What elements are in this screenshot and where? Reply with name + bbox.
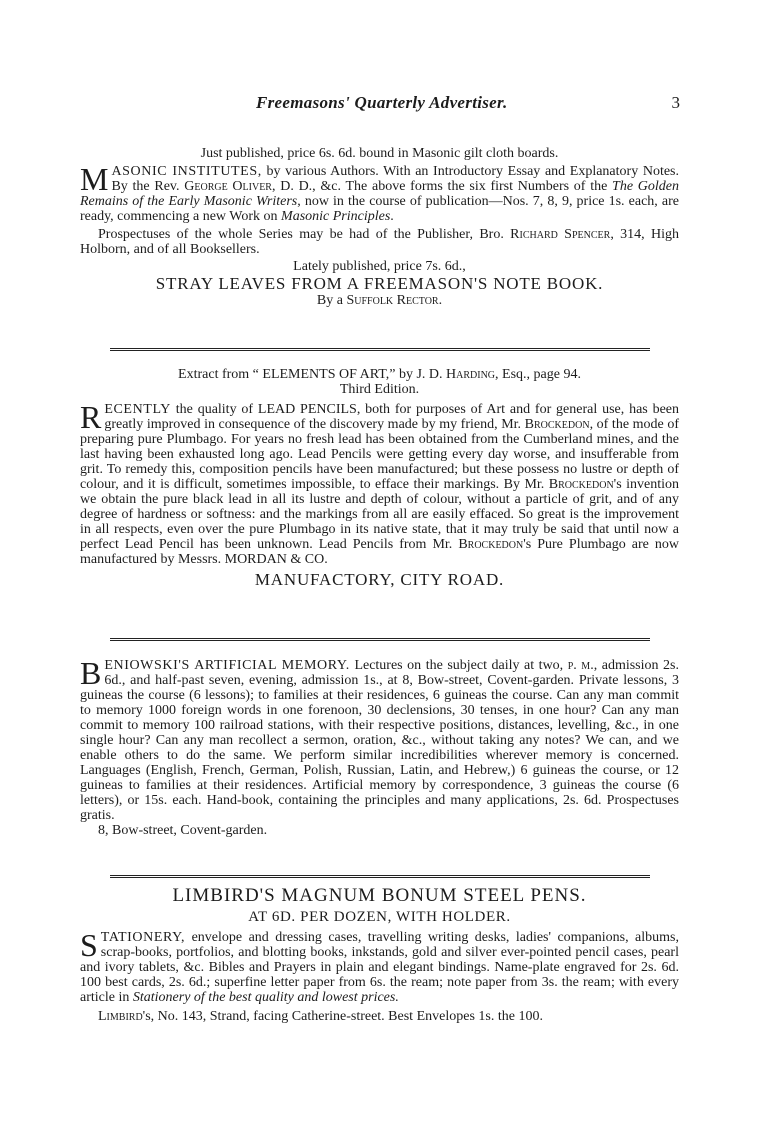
- new-work-title: Masonic Principles: [281, 209, 391, 224]
- dropcap: M: [80, 161, 109, 197]
- pencils-paragraph: [80, 399, 679, 567]
- institutes-text: by various Authors. With an Introductory Essay and Explanatory Notes. By the Rev.: [111, 164, 679, 194]
- brockedon-name: Brockedon: [548, 477, 614, 492]
- lead-word: TATIONERY,: [100, 930, 186, 945]
- extract-author: Harding: [446, 367, 496, 382]
- pencils-text: the quality of LEAD PENCILS, both for purposes of Art and for general use, has been greatly improved in consequence of the discovery made by my friend, Mr.: [104, 402, 679, 432]
- institutes-title: ASONIC INSTITUTES,: [111, 164, 262, 179]
- brockedon-name: Brockedon: [458, 537, 524, 552]
- ad-artificial-memory: [80, 655, 679, 838]
- manufactory-line: MANUFACTORY, CITY ROAD.: [254, 570, 505, 589]
- stray-leaves-title: STRAY LEAVES FROM A FREEMASON'S NOTE BOOK.: [155, 274, 604, 293]
- institutes-text: , now in the course of publication—Nos. 7, 8, 9, price 1s. each, are ready, commencing a new Work on: [80, 194, 679, 224]
- ad-lead-pencils: [80, 367, 679, 589]
- pens-title: LIMBIRD'S MAGNUM BONUM STEEL PENS.: [172, 885, 587, 906]
- brockedon-name: Brockedon: [524, 417, 590, 432]
- dropcap: S: [80, 927, 98, 963]
- publisher-name: Richard Spencer: [510, 227, 611, 242]
- pens-subtitle: AT 6D. PER DOZEN, WITH HOLDER.: [248, 909, 511, 925]
- section-divider: [110, 638, 650, 641]
- pencils-text: 's invention we obtain the pure black lead in all its lustre and depth of colour, without a particle of grit, and of any degree of hardness or softness: and the markings from all are easily effaced. So great is the improvement in all respects, even over the pure Plumbago in its native state, that it may truly be said that until now a perfect Lead Pencil has been unknown. Lead Pencils from Mr.: [80, 477, 679, 552]
- byline: [80, 293, 679, 308]
- lead-word: ECENTLY: [104, 402, 171, 417]
- byline-text: By a: [316, 293, 347, 308]
- shop-text: 's, No. 143, Strand, facing Catherine-street. Best Envelopes 1s. the 100.: [142, 1009, 543, 1024]
- byline-text: .: [438, 293, 443, 308]
- page-title: Freemasons' Quarterly Advertiser.: [256, 93, 508, 112]
- section-divider: [110, 875, 650, 878]
- prospectus-text: , 314, High Holborn, and of all Booksellers.: [80, 227, 679, 257]
- ad-masonic-institutes: [80, 146, 679, 308]
- institutes-text: , D. D., &c. The above forms the six first Numbers of the: [271, 179, 613, 194]
- memory-text: Lectures on the subject daily at two,: [349, 658, 568, 673]
- stationery-emphasis: Stationery of the best quality and lowest prices.: [132, 990, 399, 1005]
- memory-title: ENIOWSKI'S ARTIFICIAL MEMORY.: [104, 658, 350, 673]
- ad-steel-pens: [80, 884, 679, 1024]
- author-name: George Oliver: [184, 179, 272, 194]
- dropcap: R: [80, 399, 102, 435]
- series-title: The Golden Remains of the Early Masonic Writers: [80, 179, 679, 209]
- extract-text: Extract from “ ELEMENTS OF ART,” by J. D.: [178, 367, 447, 382]
- section-divider: [110, 348, 650, 351]
- extract-text: , Esq., page 94.: [495, 367, 581, 382]
- shop-name: Limbird: [98, 1009, 143, 1024]
- shop-address: [80, 1009, 679, 1024]
- edition-line: Third Edition.: [339, 382, 420, 397]
- stationery-text: envelope and dressing cases, travelling writing desks, ladies' companions, albums, scrap-books, portfolios, and blotting books, inkstands, gold and silver ever-pointed pencil cases, pearl and ivory tablets, &c. Bibles and Prayers in plain and elegant bindings. Name-plate engraved for 2s. 6d. 100 best cards, 2s. 6d.; superfine letter paper from 6s. the ream; note paper from 3s. the ream; with every article in: [80, 930, 679, 1005]
- stationery-paragraph: [80, 927, 679, 1005]
- dropcap: B: [80, 655, 102, 691]
- institutes-intro: Just published, price 6s. 6d. bound in Masonic gilt cloth boards.: [200, 146, 559, 161]
- byline-name: Suffolk Rector: [346, 293, 439, 308]
- extract-line: [80, 367, 679, 382]
- memory-paragraph: [80, 655, 679, 823]
- memory-address: 8, Bow-street, Covent-garden.: [98, 823, 268, 838]
- pm-abbrev: p. m.: [567, 658, 594, 673]
- prospectus-text: Prospectuses of the whole Series may be had of the Publisher, Bro.: [98, 227, 511, 242]
- prospectus-paragraph: [80, 227, 679, 257]
- institutes-paragraph: [80, 161, 679, 224]
- memory-text: , admission 2s. 6d., and half-past seven, evening, admission 1s., at 8, Bow-street, Covent-garden. Private lessons, 3 guineas the course (6 lessons); to families at their residences, 6 guineas the course. Can any man commit to memory 1000 foreign words in one forenoon, 30 declensions, 30 tenses, in one hour? Can any man commit to memory 100 railroad stations, with their respective positions, distances, levelling, &c., in one single hour? Can any man recollect a sermon, oration, &c., without taking any notes? We can, and we enable others to do the same. We perform similar incredibilities wherever memory is concerned. Languages (English, French, German, Polish, Russian, Latin, and Hebrew,) 6 guineas the course, or 12 guineas to families at their residences. Artificial memory by correspondence, 3 guineas the course (6 letters), or 15s. each. Hand-book, containing the principles and many applications, 2s. 6d. Prospectuses gratis.: [80, 658, 679, 823]
- page-number: 3: [671, 93, 680, 112]
- pencils-text: 's Pure Plumbago are now manufactured by Messrs. MORDAN & CO.: [80, 537, 679, 567]
- pencils-text: , of the mode of preparing pure Plumbago. For years no fresh lead has been obtained from the Cumberland mines, and the last having been exhausted long ago. Lead Pencils were getting every day worse, and insufferable from grit. To remedy this, composition pencils have been manufactured; but these possess no lustre or depth of colour, and it is difficult, sometimes impossible, to efface their markings. By Mr.: [80, 417, 679, 492]
- institutes-text: .: [390, 209, 394, 224]
- lately-published: Lately published, price 7s. 6d.,: [293, 259, 466, 274]
